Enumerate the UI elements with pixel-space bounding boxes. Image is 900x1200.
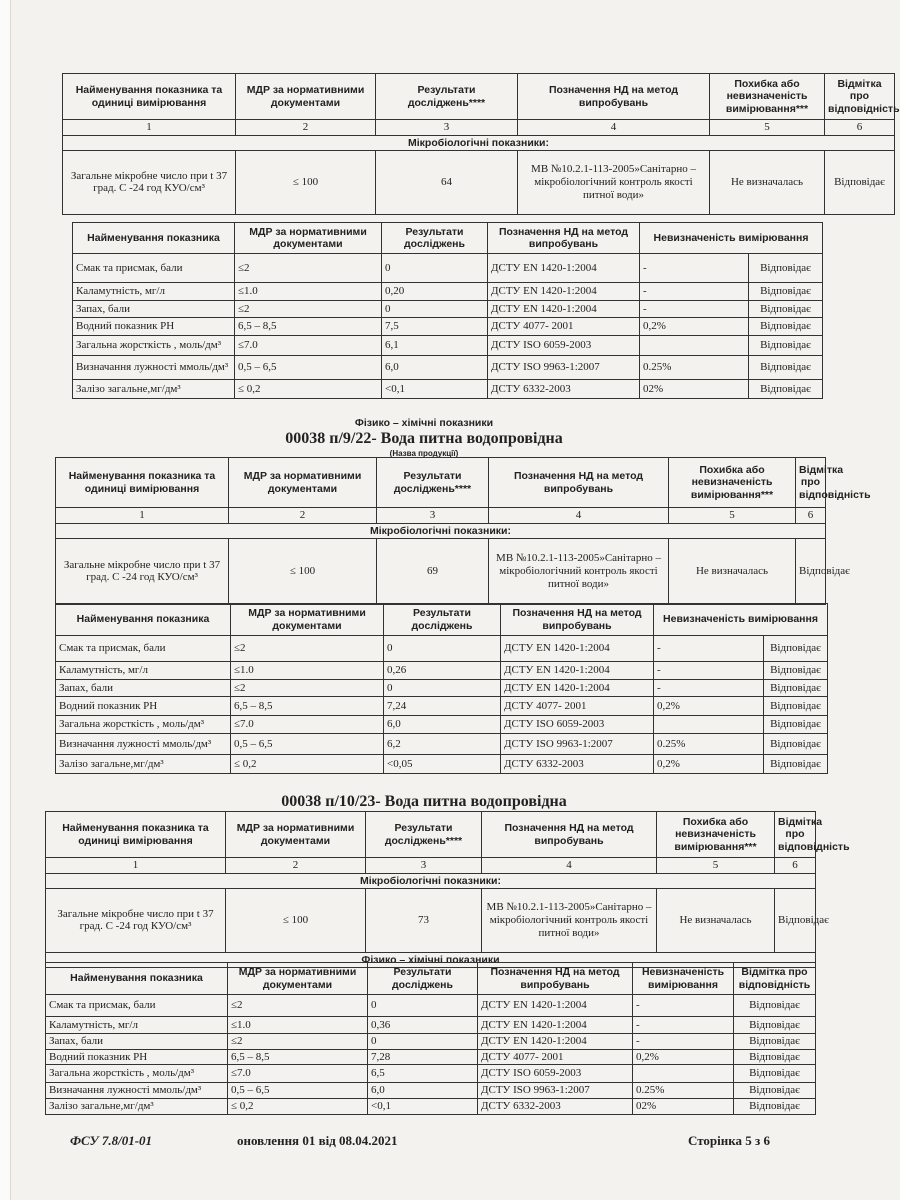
- phys-row: [46, 1049, 816, 1065]
- sample-title-2: 00038 п/9/22- Вода питна водопровідна: [285, 430, 563, 447]
- phys-indicator-name: Каламутність, мг/л: [46, 1017, 228, 1034]
- phys-row: [46, 1017, 816, 1034]
- phys-nd: ДСТУ ISO 6059-2003: [501, 716, 654, 734]
- phys-nd: ДСТУ EN 1420-1:2004: [478, 1034, 633, 1050]
- phys-uncertainty: -: [654, 680, 764, 697]
- micro-error: Не визначалась: [710, 150, 825, 214]
- phys-nd: ДСТУ EN 1420-1:2004: [488, 283, 640, 301]
- col-header-results: Результати досліджень: [368, 963, 478, 995]
- col-header-nd: Позначення НД на метод випробувань: [488, 223, 640, 254]
- phys-table-2: [55, 603, 828, 774]
- phys-row: [46, 1065, 816, 1083]
- phys-mark: Відповідає: [764, 636, 828, 662]
- phys-row: [56, 697, 828, 716]
- phys-mdr: ≤7.0: [235, 336, 382, 356]
- phys-indicator-name: Водний показник РН: [73, 318, 235, 336]
- phys-mdr: 6,5 – 8,5: [235, 318, 382, 336]
- phys-mark: Відповідає: [734, 1065, 816, 1083]
- phys-mdr: 0,5 – 6,5: [235, 356, 382, 380]
- phys-nd: ДСТУ 6332-2003: [488, 380, 640, 399]
- phys-mdr: ≤ 0,2: [235, 380, 382, 399]
- phys-indicator-name: Визначання лужності ммоль/дм³: [56, 734, 231, 755]
- phys-result: 6,1: [382, 336, 488, 356]
- phys-result: 7,5: [382, 318, 488, 336]
- phys-mark: Відповідає: [734, 1034, 816, 1050]
- phys-mdr: ≤1.0: [235, 283, 382, 301]
- sample-subtitle-2: (Назва продукції): [389, 449, 459, 458]
- phys-result: 7,28: [368, 1049, 478, 1065]
- phys-nd: ДСТУ ISO 9963-1:2007: [478, 1083, 633, 1099]
- phys-uncertainty: -: [633, 1017, 734, 1034]
- phys-result: 6,0: [368, 1083, 478, 1099]
- footer-form-code: ФСУ 7.8/01-01: [70, 1133, 153, 1148]
- phys-result: 0,20: [382, 283, 488, 301]
- phys-uncertainty: -: [633, 1034, 734, 1050]
- phys-indicator-name: Загальна жорсткість , моль/дм³: [73, 336, 235, 356]
- micro-nd: МВ №10.2.1-113-2005»Санітарно – мікробіологічний контроль якості питної води»: [482, 888, 657, 952]
- col-header-mdr: МДР за нормативними документами: [228, 963, 368, 995]
- phys-result: 0: [384, 636, 501, 662]
- phys-indicator-name: Запах, бали: [46, 1034, 228, 1050]
- phys-uncertainty: 02%: [633, 1098, 734, 1114]
- phys-mark: Відповідає: [749, 336, 823, 356]
- phys-uncertainty: -: [633, 995, 734, 1017]
- phys-mark: Відповідає: [749, 283, 823, 301]
- col-number: 4: [482, 858, 657, 874]
- col-header-nd: Позначення НД на метод випробувань: [482, 812, 657, 858]
- col-header-error: Похибка або невизначеність вимірювання***: [669, 458, 796, 508]
- col-number: 1: [56, 508, 229, 524]
- phys-nd: ДСТУ EN 1420-1:2004: [501, 636, 654, 662]
- phys-rows-2: [56, 636, 828, 774]
- phys-row: [46, 1083, 816, 1099]
- micro-mark: Відповідає: [775, 888, 816, 952]
- col-number: 4: [518, 120, 710, 136]
- phys-indicator-name: Водний показник РН: [46, 1049, 228, 1065]
- phys-uncertainty: -: [640, 254, 749, 283]
- phys-uncertainty: -: [654, 662, 764, 680]
- phys-row: [73, 254, 823, 283]
- phys-row: [56, 662, 828, 680]
- col-number: 1: [46, 858, 226, 874]
- col-number: 3: [366, 858, 482, 874]
- phys-mdr: ≤ 0,2: [228, 1098, 368, 1114]
- col-header-mdr: МДР за нормативними документами: [226, 812, 366, 858]
- col-number: 4: [489, 508, 669, 524]
- phys-indicator-name: Залізо загальне,мг/дм³: [46, 1098, 228, 1114]
- micro-error: Не визначалась: [657, 888, 775, 952]
- phys-uncertainty: 0.25%: [640, 356, 749, 380]
- phys-nd: ДСТУ 4077- 2001: [488, 318, 640, 336]
- phys-mdr: 0,5 – 6,5: [231, 734, 384, 755]
- micro-mdr: ≤ 100: [226, 888, 366, 952]
- col-header-error: Похибка або невизначеність вимірювання***: [657, 812, 775, 858]
- col-header-name: Найменування показника: [56, 604, 231, 636]
- col-header-error: Похибка або невизначеність вимірювання***: [710, 74, 825, 120]
- phys-row: [73, 336, 823, 356]
- phys-result: 0: [368, 995, 478, 1017]
- col-header-results: Результати досліджень****: [377, 458, 489, 508]
- col-number: 3: [376, 120, 518, 136]
- phys-nd: ДСТУ EN 1420-1:2004: [501, 662, 654, 680]
- phys-row: [56, 636, 828, 662]
- phys-indicator-name: Загальна жорсткість , моль/дм³: [46, 1065, 228, 1083]
- phys-mdr: ≤7.0: [231, 716, 384, 734]
- phys-result: 6,0: [384, 716, 501, 734]
- phys-row: [56, 734, 828, 755]
- phys-nd: ДСТУ 6332-2003: [501, 755, 654, 774]
- phys-uncertainty: [654, 716, 764, 734]
- col-header-mark: Відмітка про відповідність: [734, 963, 816, 995]
- phys-indicator-name: Залізо загальне,мг/дм³: [56, 755, 231, 774]
- phys-mdr: 6,5 – 8,5: [228, 1049, 368, 1065]
- phys-uncertainty: 0,2%: [654, 697, 764, 716]
- micro-mark: Відповідає: [825, 150, 895, 214]
- footer-update: оновлення 01 від 08.04.2021: [237, 1133, 398, 1148]
- col-number: 6: [775, 858, 816, 874]
- phys-row: [73, 318, 823, 336]
- phys-uncertainty: -: [640, 283, 749, 301]
- micro-result: 73: [366, 888, 482, 952]
- phys-result: 6,2: [384, 734, 501, 755]
- micro-mdr: ≤ 100: [236, 150, 376, 214]
- phys-row: [46, 995, 816, 1017]
- micro-mark: Відповідає: [796, 538, 826, 604]
- col-header-mark: Відмітка про відповідність: [825, 74, 895, 120]
- col-header-results: Результати досліджень****: [376, 74, 518, 120]
- phys-result: 6,5: [368, 1065, 478, 1083]
- col-number: 6: [825, 120, 895, 136]
- phys-row: [46, 1034, 816, 1050]
- micro-result: 64: [376, 150, 518, 214]
- phys-mdr: ≤2: [235, 254, 382, 283]
- phys-table-3: [45, 962, 816, 1115]
- col-header-results: Результати досліджень: [382, 223, 488, 254]
- phys-mark: Відповідає: [764, 716, 828, 734]
- phys-mark: Відповідає: [734, 1098, 816, 1114]
- section-microbio: Мікробіологічні показники:: [56, 523, 826, 538]
- phys-nd: ДСТУ EN 1420-1:2004: [488, 254, 640, 283]
- col-number: 6: [796, 508, 826, 524]
- phys-nd: ДСТУ EN 1420-1:2004: [478, 1017, 633, 1034]
- phys-mark: Відповідає: [734, 1017, 816, 1034]
- col-number: 2: [229, 508, 377, 524]
- phys-indicator-name: Смак та присмак, бали: [73, 254, 235, 283]
- phys-mdr: ≤1.0: [228, 1017, 368, 1034]
- phys-mark: Відповідає: [734, 995, 816, 1017]
- phys-mark: Відповідає: [764, 680, 828, 697]
- phys-mark: Відповідає: [764, 755, 828, 774]
- phys-indicator-name: Смак та присмак, бали: [46, 995, 228, 1017]
- col-header-mdr: МДР за нормативними документами: [236, 74, 376, 120]
- phys-indicator-name: Загальна жорсткість , моль/дм³: [56, 716, 231, 734]
- phys-mdr: ≤2: [228, 995, 368, 1017]
- phys-result: <0,1: [382, 380, 488, 399]
- micro-indicator-name: Загальне мікробне число при t 37 град. С -24 год КУО/см³: [56, 538, 229, 604]
- col-header-name: Найменування показника та одиниці вимірювання: [56, 458, 229, 508]
- col-header-name: Найменування показника та одиниці вимірювання: [63, 74, 236, 120]
- phys-nd: ДСТУ EN 1420-1:2004: [501, 680, 654, 697]
- phys-nd: ДСТУ 4077- 2001: [478, 1049, 633, 1065]
- micro-error: Не визначалась: [669, 538, 796, 604]
- col-header-uncertainty: Невизначеність вимірювання: [633, 963, 734, 995]
- phys-indicator-name: Запах, бали: [73, 301, 235, 318]
- phys-result: 0,36: [368, 1017, 478, 1034]
- phys-uncertainty: 0.25%: [633, 1083, 734, 1099]
- col-header-mark: Відмітка про відповідність: [775, 812, 816, 858]
- phys-result: 0: [382, 301, 488, 318]
- phys-mark: Відповідає: [764, 734, 828, 755]
- phys-uncertainty: -: [654, 636, 764, 662]
- phys-indicator-name: Запах, бали: [56, 680, 231, 697]
- micro-indicator-name: Загальне мікробне число при t 37 град. С -24 год КУО/см³: [46, 888, 226, 952]
- col-header-name: Найменування показника: [46, 963, 228, 995]
- phys-uncertainty: 0,2%: [654, 755, 764, 774]
- phys-mark: Відповідає: [749, 356, 823, 380]
- microbio-table-2: [55, 457, 871, 605]
- sample-title-3: 00038 п/10/23- Вода питна водопровідна: [281, 793, 567, 810]
- phys-mdr: 0,5 – 6,5: [228, 1083, 368, 1099]
- section-phys: Фізико – хімічні показники: [46, 952, 816, 967]
- phys-result: 0: [382, 254, 488, 283]
- phys-mark: Відповідає: [749, 301, 823, 318]
- phys-mark: Відповідає: [749, 318, 823, 336]
- col-header-nd: Позначення НД на метод випробувань: [489, 458, 669, 508]
- col-header-mdr: МДР за нормативними документами: [229, 458, 377, 508]
- phys-uncertainty: -: [640, 301, 749, 318]
- micro-mdr: ≤ 100: [229, 538, 377, 604]
- phys-result: 0,26: [384, 662, 501, 680]
- phys-mdr: ≤7.0: [228, 1065, 368, 1083]
- microbio-table-1: [62, 73, 900, 215]
- phys-mark: Відповідає: [734, 1083, 816, 1099]
- phys-rows-3: [46, 995, 816, 1115]
- col-header-name: Найменування показника: [73, 223, 235, 254]
- phys-mdr: ≤2: [228, 1034, 368, 1050]
- phys-mdr: ≤1.0: [231, 662, 384, 680]
- phys-result: 6,0: [382, 356, 488, 380]
- phys-nd: ДСТУ EN 1420-1:2004: [488, 301, 640, 318]
- col-number: 2: [236, 120, 376, 136]
- phys-result: <0,05: [384, 755, 501, 774]
- phys-indicator-name: Водний показник РН: [56, 697, 231, 716]
- phys-indicator-name: Залізо загальне,мг/дм³: [73, 380, 235, 399]
- col-number: 3: [377, 508, 489, 524]
- col-header-mdr: МДР за нормативними документами: [235, 223, 382, 254]
- phys-row: [73, 380, 823, 399]
- phys-result: 7,24: [384, 697, 501, 716]
- col-header-nd: Позначення НД на метод випробувань: [478, 963, 633, 995]
- phys-uncertainty: 0.25%: [654, 734, 764, 755]
- microbio-table-3: [45, 811, 850, 968]
- phys-nd: ДСТУ ISO 9963-1:2007: [488, 356, 640, 380]
- section-microbio: Мікробіологічні показники:: [46, 873, 816, 888]
- phys-indicator-name: Смак та присмак, бали: [56, 636, 231, 662]
- phys-row: [73, 356, 823, 380]
- col-header-results: Результати досліджень: [384, 604, 501, 636]
- phys-row: [73, 301, 823, 318]
- col-number: 2: [226, 858, 366, 874]
- phys-mdr: ≤2: [231, 636, 384, 662]
- phys-row: [56, 716, 828, 734]
- col-header-uncertainty: Невизначеність вимірювання: [640, 223, 823, 254]
- phys-indicator-name: Каламутність, мг/л: [73, 283, 235, 301]
- col-number: 1: [63, 120, 236, 136]
- phys-mark: Відповідає: [749, 254, 823, 283]
- section-phys-caption: Фізико – хімічні показники: [354, 417, 494, 429]
- footer-page-number: Сторінка 5 з 6: [688, 1133, 771, 1148]
- phys-uncertainty: 0,2%: [640, 318, 749, 336]
- phys-nd: ДСТУ ISO 9963-1:2007: [501, 734, 654, 755]
- micro-nd: МВ №10.2.1-113-2005»Санітарно – мікробіологічний контроль якості питної води»: [489, 538, 669, 604]
- col-number: 5: [657, 858, 775, 874]
- phys-uncertainty: 02%: [640, 380, 749, 399]
- phys-mdr: 6,5 – 8,5: [231, 697, 384, 716]
- phys-row: [46, 1098, 816, 1114]
- col-header-nd: Позначення НД на метод випробувань: [501, 604, 654, 636]
- phys-mdr: ≤2: [235, 301, 382, 318]
- col-header-mark: Відмітка про відповідність: [796, 458, 826, 508]
- phys-uncertainty: 0,2%: [633, 1049, 734, 1065]
- phys-indicator-name: Каламутність, мг/л: [56, 662, 231, 680]
- phys-nd: ДСТУ EN 1420-1:2004: [478, 995, 633, 1017]
- phys-row: [73, 283, 823, 301]
- phys-nd: ДСТУ 4077- 2001: [501, 697, 654, 716]
- phys-mdr: ≤ 0,2: [231, 755, 384, 774]
- col-number: 5: [710, 120, 825, 136]
- phys-result: <0,1: [368, 1098, 478, 1114]
- col-header-uncertainty: Невизначеність вимірювання: [654, 604, 828, 636]
- phys-mdr: ≤2: [231, 680, 384, 697]
- phys-mark: Відповідає: [749, 380, 823, 399]
- phys-mark: Відповідає: [764, 697, 828, 716]
- phys-result: 0: [368, 1034, 478, 1050]
- col-header-mdr: МДР за нормативними документами: [231, 604, 384, 636]
- phys-indicator-name: Визначання лужності ммоль/дм³: [73, 356, 235, 380]
- phys-mark: Відповідає: [764, 662, 828, 680]
- page-edge: [0, 0, 11, 1200]
- phys-nd: ДСТУ ISO 6059-2003: [488, 336, 640, 356]
- col-number: 5: [669, 508, 796, 524]
- col-header-name: Найменування показника та одиниці вимірювання: [46, 812, 226, 858]
- phys-result: 0: [384, 680, 501, 697]
- phys-nd: ДСТУ ISO 6059-2003: [478, 1065, 633, 1083]
- micro-result: 69: [377, 538, 489, 604]
- phys-rows-1: [73, 254, 823, 399]
- col-header-nd: Позначення НД на метод випробувань: [518, 74, 710, 120]
- col-header-results: Результати досліджень****: [366, 812, 482, 858]
- micro-indicator-name: Загальне мікробне число при t 37 град. С -24 год КУО/см³: [63, 150, 236, 214]
- phys-mark: Відповідає: [734, 1049, 816, 1065]
- phys-row: [56, 680, 828, 697]
- micro-nd: МВ №10.2.1-113-2005»Санітарно – мікробіологічний контроль якості питної води»: [518, 150, 710, 214]
- phys-nd: ДСТУ 6332-2003: [478, 1098, 633, 1114]
- phys-uncertainty: [640, 336, 749, 356]
- phys-row: [56, 755, 828, 774]
- section-microbio: Мікробіологічні показники:: [63, 135, 895, 150]
- phys-indicator-name: Визначання лужності ммоль/дм³: [46, 1083, 228, 1099]
- phys-uncertainty: [633, 1065, 734, 1083]
- phys-table-1: [72, 222, 823, 399]
